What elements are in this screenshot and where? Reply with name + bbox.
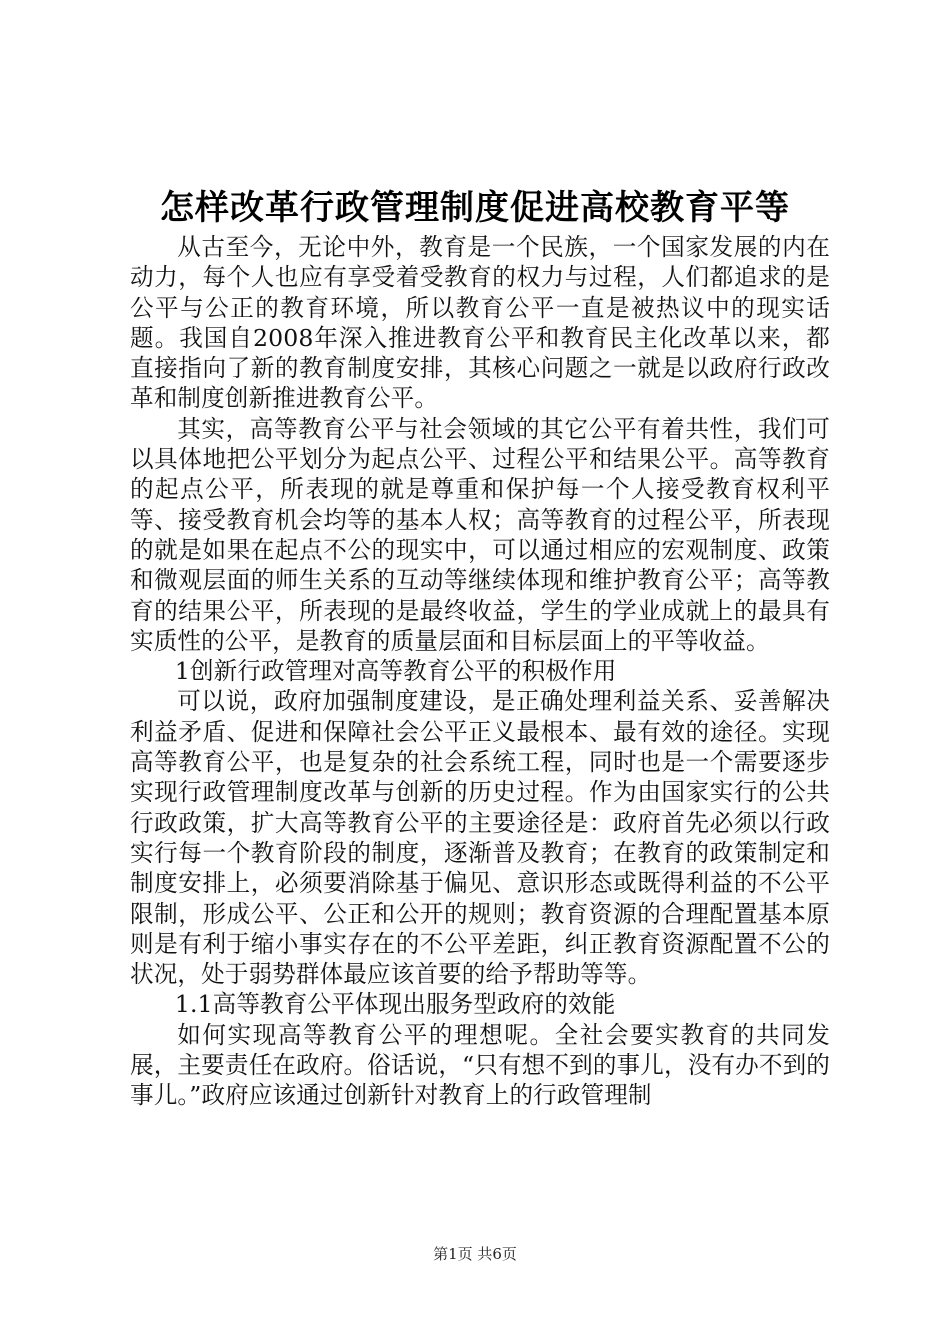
section-heading-1: 1创新行政管理对高等教育公平的积极作用 [174, 657, 617, 686]
document-body [130, 232, 830, 1111]
paragraph-intro: 从古至今，无论中外，教育是一个民族，一个国家发展的内在动力，每个人也应有享受着受教育的权力与过程，人们都追求的是公平与公正的教育环境，所以教育公平一直是被热议中的现实话题。我国自2008年深入推进教育公平和教育民主化改革以来，都直接指向了新的教育制度安排，其核心问题之一就是以政府行政改革和制度创新推进教育公平。 [130, 233, 830, 413]
document-title: 怎样改革行政管理制度促进高校教育平等 [160, 188, 790, 228]
paragraph-government-role: 可以说，政府加强制度建设，是正确处理利益关系、妥善解决利益矛盾、促进和保障社会公平正义最根本、最有效的途径。实现高等教育公平，也是复杂的社会系统工程，同时也是一个需要逐步实现行政管理制度改革与创新的历史过程。作为由国家实行的公共行政政策，扩大高等教育公平的主要途径是：政府首先必须以行政实行每一个教育阶段的制度，逐渐普及教育；在教育的政策制定和制度安排上，必须要消除基于偏见、意识形态或既得利益的不公平限制，形成公平、公正和公开的规则；教育资源的合理配置基本原则是有利于缩小事实存在的不公平差距，纠正教育资源配置不公的状况，处于弱势群体最应该首要的给予帮助等等。 [130, 687, 830, 989]
paragraph-service-government: 如何实现高等教育公平的理想呢。全社会要实教育的共同发展，主要责任在政府。俗话说，“只有想不到的事儿，没有办不到的事儿。”政府应该通过创新针对教育上的行政管理制 [130, 1020, 830, 1110]
paragraph-fairness-types: 其实，高等教育公平与社会领域的其它公平有着共性，我们可以具体地把公平划分为起点公平、过程公平和结果公平。高等教育的起点公平，所表现的就是尊重和保护每一个人接受教育权利平等、接受教育机会均等的基本人权；高等教育的过程公平，所表现的就是如果在起点不公的现实中，可以通过相应的宏观制度、政策和微观层面的师生关系的互动等继续体现和维护教育公平；高等教育的结果公平，所表现的是最终收益，学生的学业成就上的最具有实质性的公平，是教育的质量层面和目标层面上的平等收益。 [130, 414, 830, 655]
section-heading-1-1: 1.1高等教育公平体现出服务型政府的效能 [174, 990, 616, 1019]
page-number-footer: 第1页 共6页 [433, 1245, 517, 1263]
